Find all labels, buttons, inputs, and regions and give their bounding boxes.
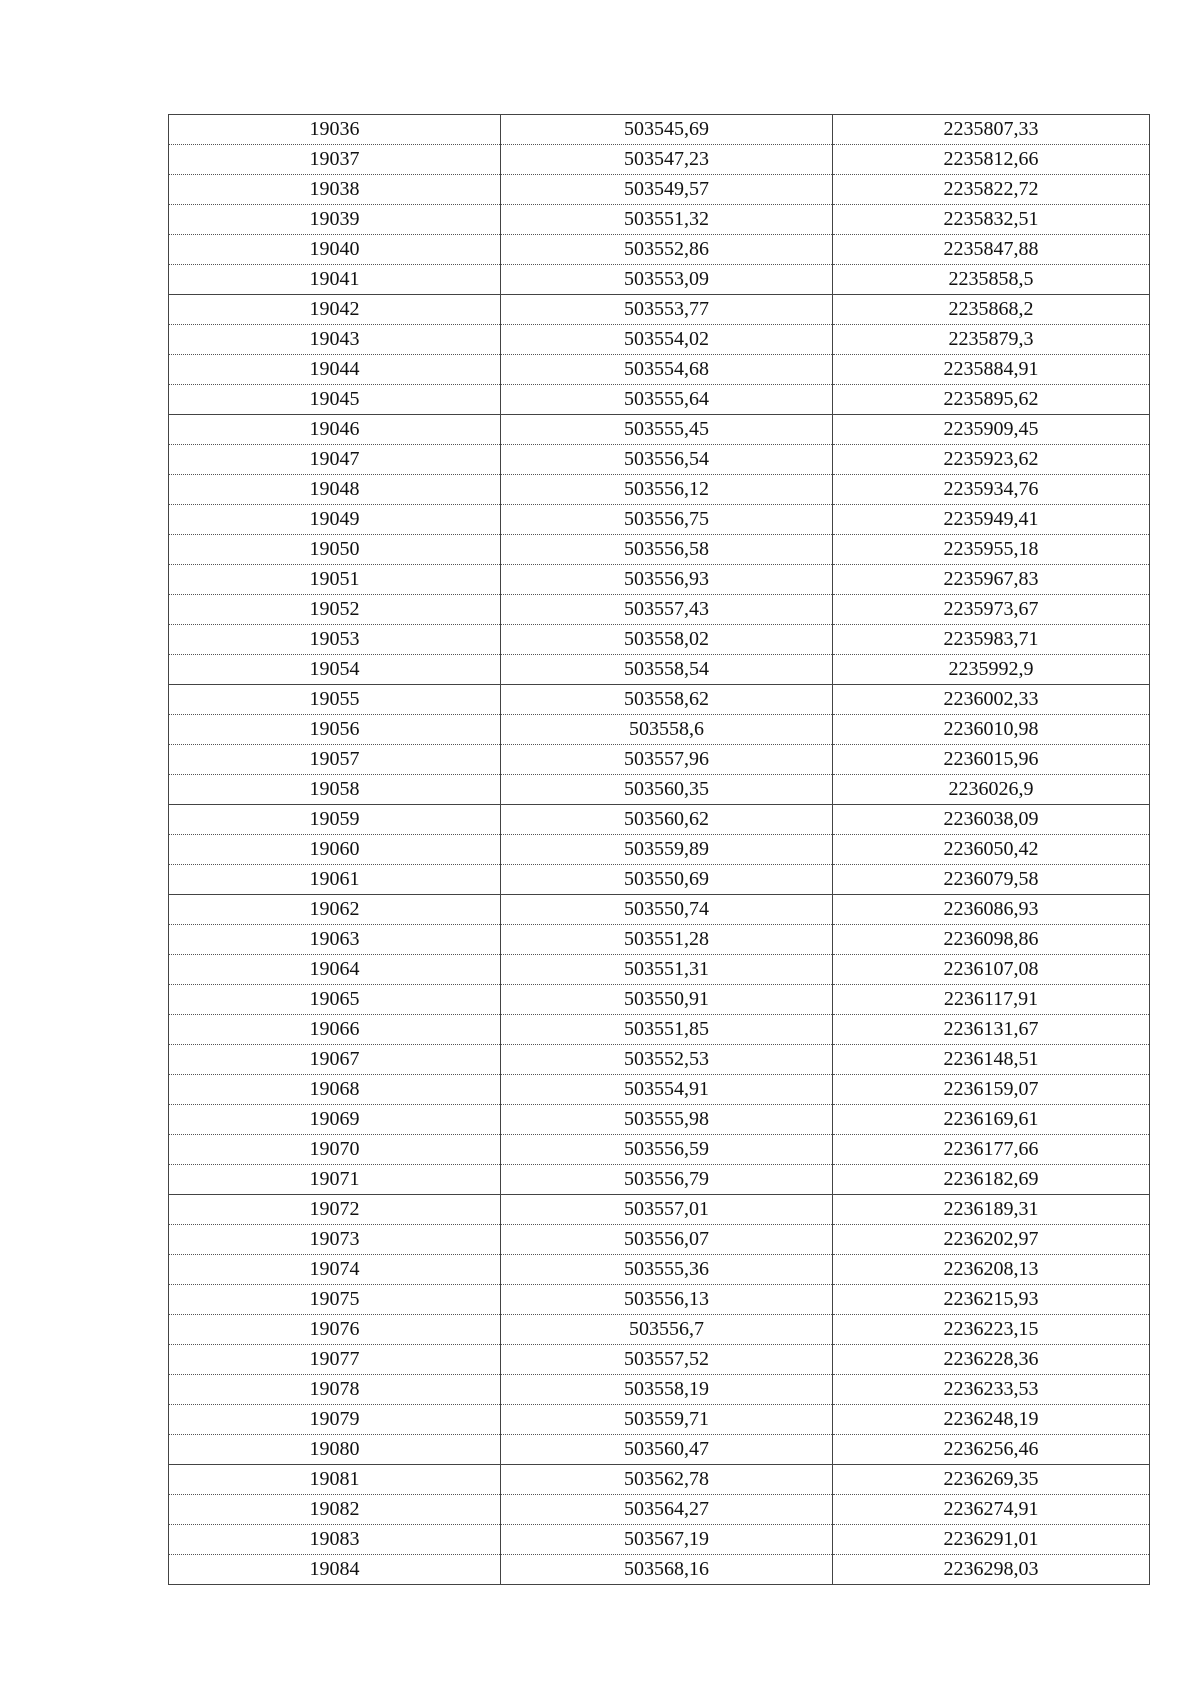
x-coordinate-cell: 503554,68 bbox=[501, 355, 833, 385]
x-coordinate-cell: 503560,47 bbox=[501, 1435, 833, 1465]
point-number-cell: 19081 bbox=[169, 1465, 501, 1495]
table-row bbox=[169, 715, 1150, 745]
x-coordinate-cell: 503555,98 bbox=[501, 1105, 833, 1135]
point-number-cell: 19042 bbox=[169, 295, 501, 325]
table-row bbox=[169, 1555, 1150, 1585]
point-number-cell: 19067 bbox=[169, 1045, 501, 1075]
x-coordinate-cell: 503560,35 bbox=[501, 775, 833, 805]
x-coordinate-cell: 503556,58 bbox=[501, 535, 833, 565]
x-coordinate-cell: 503558,62 bbox=[501, 685, 833, 715]
table-row bbox=[169, 955, 1150, 985]
point-number-cell: 19040 bbox=[169, 235, 501, 265]
table-row bbox=[169, 985, 1150, 1015]
table-row bbox=[169, 1495, 1150, 1525]
point-number-cell: 19069 bbox=[169, 1105, 501, 1135]
x-coordinate-cell: 503552,53 bbox=[501, 1045, 833, 1075]
point-number-cell: 19056 bbox=[169, 715, 501, 745]
x-coordinate-cell: 503556,59 bbox=[501, 1135, 833, 1165]
y-coordinate-cell: 2236050,42 bbox=[833, 835, 1150, 865]
point-number-cell: 19062 bbox=[169, 895, 501, 925]
table-row bbox=[169, 1195, 1150, 1225]
x-coordinate-cell: 503556,54 bbox=[501, 445, 833, 475]
y-coordinate-cell: 2236010,98 bbox=[833, 715, 1150, 745]
x-coordinate-cell: 503551,28 bbox=[501, 925, 833, 955]
point-number-cell: 19071 bbox=[169, 1165, 501, 1195]
y-coordinate-cell: 2236107,08 bbox=[833, 955, 1150, 985]
y-coordinate-cell: 2235949,41 bbox=[833, 505, 1150, 535]
y-coordinate-cell: 2236298,03 bbox=[833, 1555, 1150, 1585]
x-coordinate-cell: 503550,91 bbox=[501, 985, 833, 1015]
table-row bbox=[169, 625, 1150, 655]
table-row bbox=[169, 1045, 1150, 1075]
point-number-cell: 19066 bbox=[169, 1015, 501, 1045]
coordinates-table bbox=[168, 114, 1150, 1585]
table-row bbox=[169, 1375, 1150, 1405]
x-coordinate-cell: 503550,69 bbox=[501, 865, 833, 895]
y-coordinate-cell: 2236291,01 bbox=[833, 1525, 1150, 1555]
table-row bbox=[169, 1525, 1150, 1555]
table-row bbox=[169, 745, 1150, 775]
x-coordinate-cell: 503558,19 bbox=[501, 1375, 833, 1405]
x-coordinate-cell: 503555,36 bbox=[501, 1255, 833, 1285]
y-coordinate-cell: 2236215,93 bbox=[833, 1285, 1150, 1315]
y-coordinate-cell: 2236208,13 bbox=[833, 1255, 1150, 1285]
y-coordinate-cell: 2235822,72 bbox=[833, 175, 1150, 205]
table-row bbox=[169, 1075, 1150, 1105]
y-coordinate-cell: 2236256,46 bbox=[833, 1435, 1150, 1465]
y-coordinate-cell: 2236269,35 bbox=[833, 1465, 1150, 1495]
point-number-cell: 19064 bbox=[169, 955, 501, 985]
x-coordinate-cell: 503556,12 bbox=[501, 475, 833, 505]
y-coordinate-cell: 2235973,67 bbox=[833, 595, 1150, 625]
y-coordinate-cell: 2236169,61 bbox=[833, 1105, 1150, 1135]
point-number-cell: 19070 bbox=[169, 1135, 501, 1165]
point-number-cell: 19078 bbox=[169, 1375, 501, 1405]
y-coordinate-cell: 2235858,5 bbox=[833, 265, 1150, 295]
y-coordinate-cell: 2235955,18 bbox=[833, 535, 1150, 565]
y-coordinate-cell: 2235909,45 bbox=[833, 415, 1150, 445]
point-number-cell: 19065 bbox=[169, 985, 501, 1015]
y-coordinate-cell: 2235868,2 bbox=[833, 295, 1150, 325]
y-coordinate-cell: 2235832,51 bbox=[833, 205, 1150, 235]
x-coordinate-cell: 503549,57 bbox=[501, 175, 833, 205]
y-coordinate-cell: 2236228,36 bbox=[833, 1345, 1150, 1375]
point-number-cell: 19059 bbox=[169, 805, 501, 835]
x-coordinate-cell: 503557,96 bbox=[501, 745, 833, 775]
y-coordinate-cell: 2236079,58 bbox=[833, 865, 1150, 895]
y-coordinate-cell: 2235847,88 bbox=[833, 235, 1150, 265]
y-coordinate-cell: 2235812,66 bbox=[833, 145, 1150, 175]
table-row bbox=[169, 505, 1150, 535]
point-number-cell: 19063 bbox=[169, 925, 501, 955]
table-row bbox=[169, 1345, 1150, 1375]
x-coordinate-cell: 503564,27 bbox=[501, 1495, 833, 1525]
point-number-cell: 19036 bbox=[169, 115, 501, 145]
y-coordinate-cell: 2236202,97 bbox=[833, 1225, 1150, 1255]
point-number-cell: 19074 bbox=[169, 1255, 501, 1285]
table-row bbox=[169, 775, 1150, 805]
y-coordinate-cell: 2236159,07 bbox=[833, 1075, 1150, 1105]
table-row bbox=[169, 235, 1150, 265]
table-row bbox=[169, 355, 1150, 385]
y-coordinate-cell: 2235879,3 bbox=[833, 325, 1150, 355]
y-coordinate-cell: 2236015,96 bbox=[833, 745, 1150, 775]
x-coordinate-cell: 503547,23 bbox=[501, 145, 833, 175]
x-coordinate-cell: 503551,32 bbox=[501, 205, 833, 235]
point-number-cell: 19041 bbox=[169, 265, 501, 295]
table-row bbox=[169, 1225, 1150, 1255]
x-coordinate-cell: 503557,52 bbox=[501, 1345, 833, 1375]
point-number-cell: 19080 bbox=[169, 1435, 501, 1465]
y-coordinate-cell: 2236098,86 bbox=[833, 925, 1150, 955]
y-coordinate-cell: 2236189,31 bbox=[833, 1195, 1150, 1225]
table-row bbox=[169, 325, 1150, 355]
y-coordinate-cell: 2235884,91 bbox=[833, 355, 1150, 385]
point-number-cell: 19061 bbox=[169, 865, 501, 895]
point-number-cell: 19038 bbox=[169, 175, 501, 205]
x-coordinate-cell: 503556,7 bbox=[501, 1315, 833, 1345]
table-row bbox=[169, 565, 1150, 595]
x-coordinate-cell: 503562,78 bbox=[501, 1465, 833, 1495]
y-coordinate-cell: 2235934,76 bbox=[833, 475, 1150, 505]
x-coordinate-cell: 503551,31 bbox=[501, 955, 833, 985]
y-coordinate-cell: 2236131,67 bbox=[833, 1015, 1150, 1045]
point-number-cell: 19047 bbox=[169, 445, 501, 475]
x-coordinate-cell: 503558,6 bbox=[501, 715, 833, 745]
y-coordinate-cell: 2235967,83 bbox=[833, 565, 1150, 595]
table-row bbox=[169, 415, 1150, 445]
y-coordinate-cell: 2236177,66 bbox=[833, 1135, 1150, 1165]
x-coordinate-cell: 503555,64 bbox=[501, 385, 833, 415]
y-coordinate-cell: 2236038,09 bbox=[833, 805, 1150, 835]
point-number-cell: 19050 bbox=[169, 535, 501, 565]
point-number-cell: 19037 bbox=[169, 145, 501, 175]
point-number-cell: 19057 bbox=[169, 745, 501, 775]
coordinates-table-body bbox=[169, 115, 1150, 1585]
x-coordinate-cell: 503557,01 bbox=[501, 1195, 833, 1225]
x-coordinate-cell: 503545,69 bbox=[501, 115, 833, 145]
x-coordinate-cell: 503559,89 bbox=[501, 835, 833, 865]
x-coordinate-cell: 503552,86 bbox=[501, 235, 833, 265]
x-coordinate-cell: 503556,79 bbox=[501, 1165, 833, 1195]
y-coordinate-cell: 2236248,19 bbox=[833, 1405, 1150, 1435]
x-coordinate-cell: 503558,54 bbox=[501, 655, 833, 685]
x-coordinate-cell: 503557,43 bbox=[501, 595, 833, 625]
x-coordinate-cell: 503550,74 bbox=[501, 895, 833, 925]
table-row bbox=[169, 865, 1150, 895]
table-row bbox=[169, 115, 1150, 145]
table-row bbox=[169, 1105, 1150, 1135]
table-row bbox=[169, 595, 1150, 625]
table-row bbox=[169, 655, 1150, 685]
point-number-cell: 19068 bbox=[169, 1075, 501, 1105]
y-coordinate-cell: 2236233,53 bbox=[833, 1375, 1150, 1405]
table-row bbox=[169, 1015, 1150, 1045]
point-number-cell: 19079 bbox=[169, 1405, 501, 1435]
table-row bbox=[169, 535, 1150, 565]
point-number-cell: 19045 bbox=[169, 385, 501, 415]
x-coordinate-cell: 503555,45 bbox=[501, 415, 833, 445]
point-number-cell: 19060 bbox=[169, 835, 501, 865]
x-coordinate-cell: 503554,02 bbox=[501, 325, 833, 355]
y-coordinate-cell: 2236086,93 bbox=[833, 895, 1150, 925]
x-coordinate-cell: 503556,07 bbox=[501, 1225, 833, 1255]
y-coordinate-cell: 2235923,62 bbox=[833, 445, 1150, 475]
x-coordinate-cell: 503558,02 bbox=[501, 625, 833, 655]
x-coordinate-cell: 503560,62 bbox=[501, 805, 833, 835]
table-row bbox=[169, 385, 1150, 415]
y-coordinate-cell: 2236148,51 bbox=[833, 1045, 1150, 1075]
x-coordinate-cell: 503556,93 bbox=[501, 565, 833, 595]
point-number-cell: 19051 bbox=[169, 565, 501, 595]
table-row bbox=[169, 145, 1150, 175]
table-row bbox=[169, 475, 1150, 505]
table-row bbox=[169, 895, 1150, 925]
y-coordinate-cell: 2236002,33 bbox=[833, 685, 1150, 715]
y-coordinate-cell: 2235807,33 bbox=[833, 115, 1150, 145]
point-number-cell: 19049 bbox=[169, 505, 501, 535]
x-coordinate-cell: 503556,13 bbox=[501, 1285, 833, 1315]
x-coordinate-cell: 503567,19 bbox=[501, 1525, 833, 1555]
x-coordinate-cell: 503559,71 bbox=[501, 1405, 833, 1435]
table-row bbox=[169, 445, 1150, 475]
point-number-cell: 19048 bbox=[169, 475, 501, 505]
x-coordinate-cell: 503553,09 bbox=[501, 265, 833, 295]
y-coordinate-cell: 2235983,71 bbox=[833, 625, 1150, 655]
point-number-cell: 19084 bbox=[169, 1555, 501, 1585]
table-row bbox=[169, 1465, 1150, 1495]
point-number-cell: 19053 bbox=[169, 625, 501, 655]
point-number-cell: 19046 bbox=[169, 415, 501, 445]
table-row bbox=[169, 685, 1150, 715]
point-number-cell: 19039 bbox=[169, 205, 501, 235]
y-coordinate-cell: 2235895,62 bbox=[833, 385, 1150, 415]
table-row bbox=[169, 1315, 1150, 1345]
y-coordinate-cell: 2236026,9 bbox=[833, 775, 1150, 805]
point-number-cell: 19072 bbox=[169, 1195, 501, 1225]
point-number-cell: 19083 bbox=[169, 1525, 501, 1555]
point-number-cell: 19073 bbox=[169, 1225, 501, 1255]
point-number-cell: 19043 bbox=[169, 325, 501, 355]
table-row bbox=[169, 175, 1150, 205]
table-row bbox=[169, 925, 1150, 955]
x-coordinate-cell: 503553,77 bbox=[501, 295, 833, 325]
table-row bbox=[169, 1285, 1150, 1315]
point-number-cell: 19077 bbox=[169, 1345, 501, 1375]
x-coordinate-cell: 503556,75 bbox=[501, 505, 833, 535]
point-number-cell: 19044 bbox=[169, 355, 501, 385]
point-number-cell: 19052 bbox=[169, 595, 501, 625]
y-coordinate-cell: 2236223,15 bbox=[833, 1315, 1150, 1345]
table-row bbox=[169, 1435, 1150, 1465]
x-coordinate-cell: 503554,91 bbox=[501, 1075, 833, 1105]
x-coordinate-cell: 503568,16 bbox=[501, 1555, 833, 1585]
y-coordinate-cell: 2236117,91 bbox=[833, 985, 1150, 1015]
point-number-cell: 19055 bbox=[169, 685, 501, 715]
table-row bbox=[169, 805, 1150, 835]
point-number-cell: 19058 bbox=[169, 775, 501, 805]
table-row bbox=[169, 295, 1150, 325]
table-row bbox=[169, 835, 1150, 865]
y-coordinate-cell: 2236274,91 bbox=[833, 1495, 1150, 1525]
x-coordinate-cell: 503551,85 bbox=[501, 1015, 833, 1045]
y-coordinate-cell: 2235992,9 bbox=[833, 655, 1150, 685]
table-row bbox=[169, 265, 1150, 295]
table-row bbox=[169, 1165, 1150, 1195]
table-row bbox=[169, 1405, 1150, 1435]
point-number-cell: 19075 bbox=[169, 1285, 501, 1315]
table-row bbox=[169, 1135, 1150, 1165]
point-number-cell: 19054 bbox=[169, 655, 501, 685]
y-coordinate-cell: 2236182,69 bbox=[833, 1165, 1150, 1195]
point-number-cell: 19082 bbox=[169, 1495, 501, 1525]
table-row bbox=[169, 205, 1150, 235]
point-number-cell: 19076 bbox=[169, 1315, 501, 1345]
table-row bbox=[169, 1255, 1150, 1285]
